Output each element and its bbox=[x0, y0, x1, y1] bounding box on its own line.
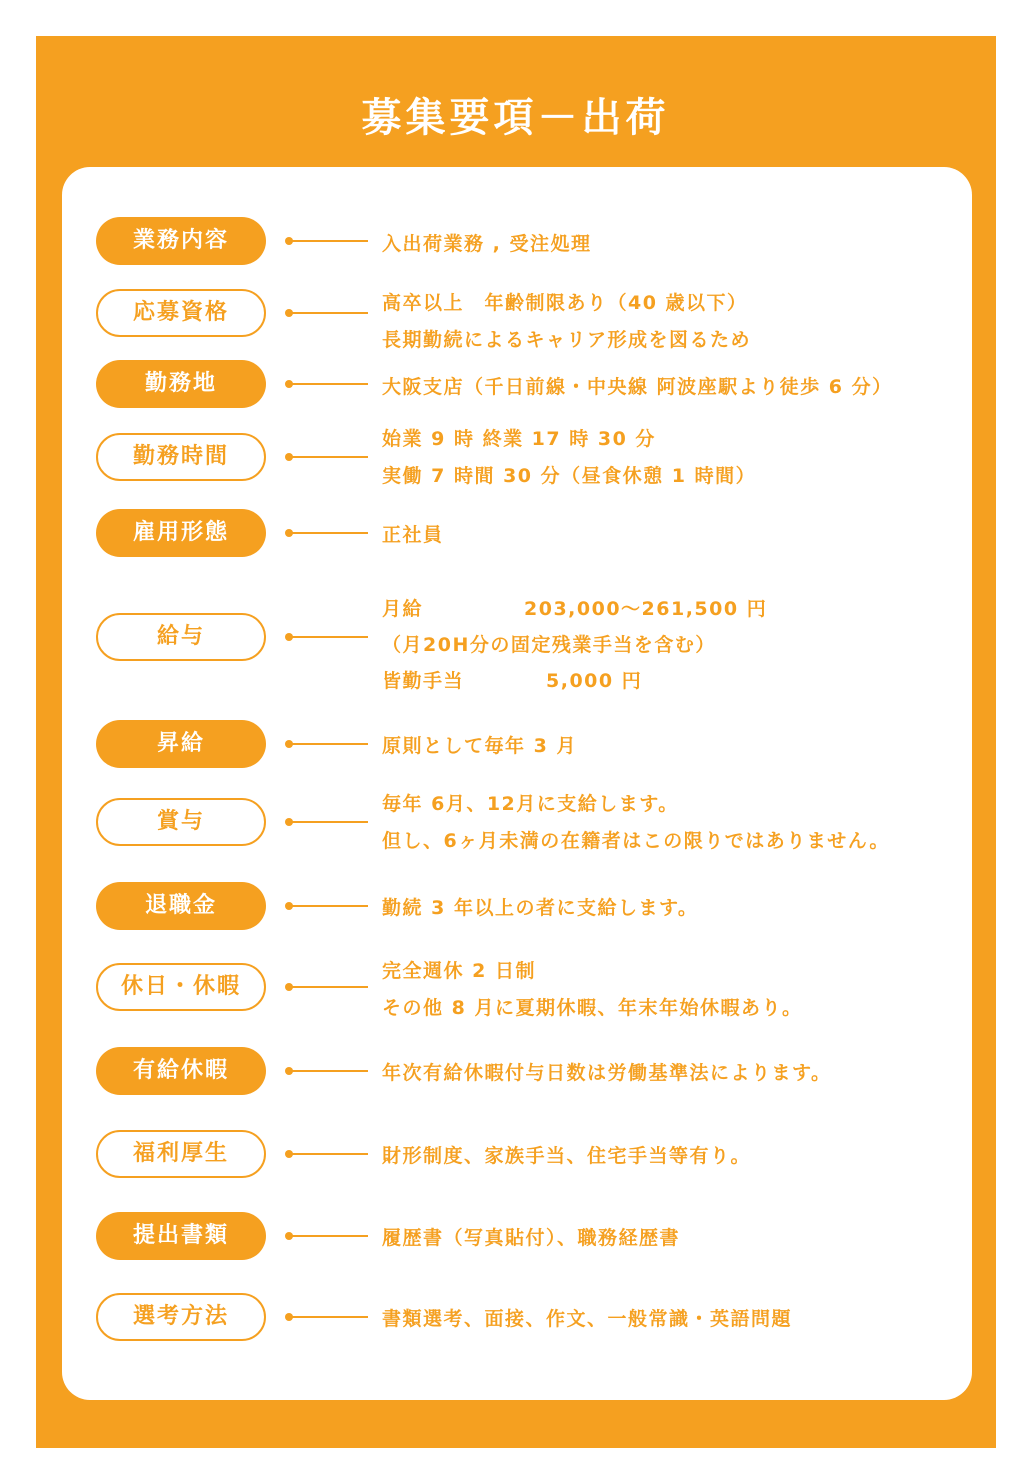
salary-monthly-line bbox=[382, 594, 982, 621]
connector-line bbox=[288, 532, 368, 534]
connector-line bbox=[288, 636, 368, 638]
label-holidays: 休日・休暇 bbox=[96, 963, 266, 1011]
connector-line bbox=[288, 821, 368, 823]
label-work-location: 勤務地 bbox=[96, 360, 266, 408]
connector-line bbox=[288, 312, 368, 314]
value-holidays bbox=[382, 956, 982, 1020]
connector-dot bbox=[285, 1067, 293, 1075]
text-line: 書類選考、面接、作文、一般常識・英語問題 bbox=[382, 1308, 793, 1330]
value-salary bbox=[382, 594, 982, 693]
value-job-description bbox=[382, 229, 982, 256]
connector-dot bbox=[285, 740, 293, 748]
text-line: 財形制度、家族手当、住宅手当等有り。 bbox=[382, 1145, 752, 1167]
text-line: 5,000 円 bbox=[546, 670, 643, 692]
connector-dot bbox=[285, 380, 293, 388]
connector-dot bbox=[285, 633, 293, 641]
connector-dot bbox=[285, 237, 293, 245]
text-line: 勤続 3 年以上の者に支給します。 bbox=[382, 897, 699, 919]
value-pay-raise bbox=[382, 731, 982, 758]
label-job-description: 業務内容 bbox=[96, 217, 266, 265]
text-line: 正社員 bbox=[382, 524, 444, 546]
connector-line bbox=[288, 1070, 368, 1072]
connector-dot bbox=[285, 983, 293, 991]
text-line: 高卒以上 年齢制限あり（40 歳以下） bbox=[382, 292, 748, 314]
connector-dot bbox=[285, 902, 293, 910]
label-pay-raise: 昇給 bbox=[96, 720, 266, 768]
value-work-location bbox=[382, 372, 982, 399]
text-line: その他 8 月に夏期休暇、年末年始休暇あり。 bbox=[382, 997, 803, 1019]
text-line: 年次有給休暇付与日数は労働基準法によります。 bbox=[382, 1062, 832, 1084]
connector-line bbox=[288, 905, 368, 907]
connector-dot bbox=[285, 453, 293, 461]
value-bonus bbox=[382, 789, 982, 853]
text-line: 原則として毎年 3 月 bbox=[382, 735, 577, 757]
page-title: 募集要項－出荷 bbox=[361, 95, 670, 141]
connector-line bbox=[288, 986, 368, 988]
text-line: （月20H分の固定残業手当を含む） bbox=[382, 634, 716, 656]
salary-allowance-line bbox=[382, 666, 982, 693]
connector-line bbox=[288, 1235, 368, 1237]
connector-line bbox=[288, 240, 368, 242]
label-paid-leave: 有給休暇 bbox=[96, 1047, 266, 1095]
value-qualifications bbox=[382, 288, 982, 352]
text-line: 完全週休 2 日制 bbox=[382, 960, 536, 982]
value-retirement bbox=[382, 893, 982, 920]
text-line: 入出荷業務 , 受注処理 bbox=[382, 233, 592, 255]
label-benefits: 福利厚生 bbox=[96, 1130, 266, 1178]
label-employment-type: 雇用形態 bbox=[96, 509, 266, 557]
label-selection: 選考方法 bbox=[96, 1293, 266, 1341]
connector-dot bbox=[285, 1313, 293, 1321]
connector-dot bbox=[285, 1232, 293, 1240]
connector-dot bbox=[285, 818, 293, 826]
text-line: 履歴書（写真貼付）、職務経歴書 bbox=[382, 1227, 681, 1249]
connector-line bbox=[288, 743, 368, 745]
connector-line bbox=[288, 383, 368, 385]
label-bonus: 賞与 bbox=[96, 798, 266, 846]
text-line: 始業 9 時 終業 17 時 30 分 bbox=[382, 428, 656, 450]
text-line: 但し、6ヶ月未満の在籍者はこの限りではありません。 bbox=[382, 830, 890, 852]
connector-line bbox=[288, 456, 368, 458]
text-line: 月給 bbox=[382, 598, 424, 620]
text-line: 203,000～261,500 円 bbox=[524, 598, 768, 620]
connector-line bbox=[288, 1153, 368, 1155]
label-work-hours: 勤務時間 bbox=[96, 433, 266, 481]
connector-line bbox=[288, 1316, 368, 1318]
connector-dot bbox=[285, 309, 293, 317]
connector-dot bbox=[285, 1150, 293, 1158]
label-salary: 給与 bbox=[96, 613, 266, 661]
connector-dot bbox=[285, 529, 293, 537]
label-qualifications: 応募資格 bbox=[96, 289, 266, 337]
label-documents: 提出書類 bbox=[96, 1212, 266, 1260]
value-documents bbox=[382, 1223, 982, 1250]
value-employment-type bbox=[382, 520, 982, 547]
text-line: 長期勤続によるキャリア形成を図るため bbox=[382, 329, 752, 351]
text-line: 実働 7 時間 30 分（昼食休憩 1 時間） bbox=[382, 465, 757, 487]
label-retirement: 退職金 bbox=[96, 882, 266, 930]
value-paid-leave bbox=[382, 1058, 982, 1085]
value-benefits bbox=[382, 1141, 982, 1168]
value-selection bbox=[382, 1304, 982, 1331]
text-line: 毎年 6月、12月に支給します。 bbox=[382, 793, 679, 815]
value-work-hours bbox=[382, 424, 982, 488]
text-line: 皆勤手当 bbox=[382, 670, 465, 692]
text-line: 大阪支店（千日前線・中央線 阿波座駅より徒歩 6 分） bbox=[382, 376, 893, 398]
